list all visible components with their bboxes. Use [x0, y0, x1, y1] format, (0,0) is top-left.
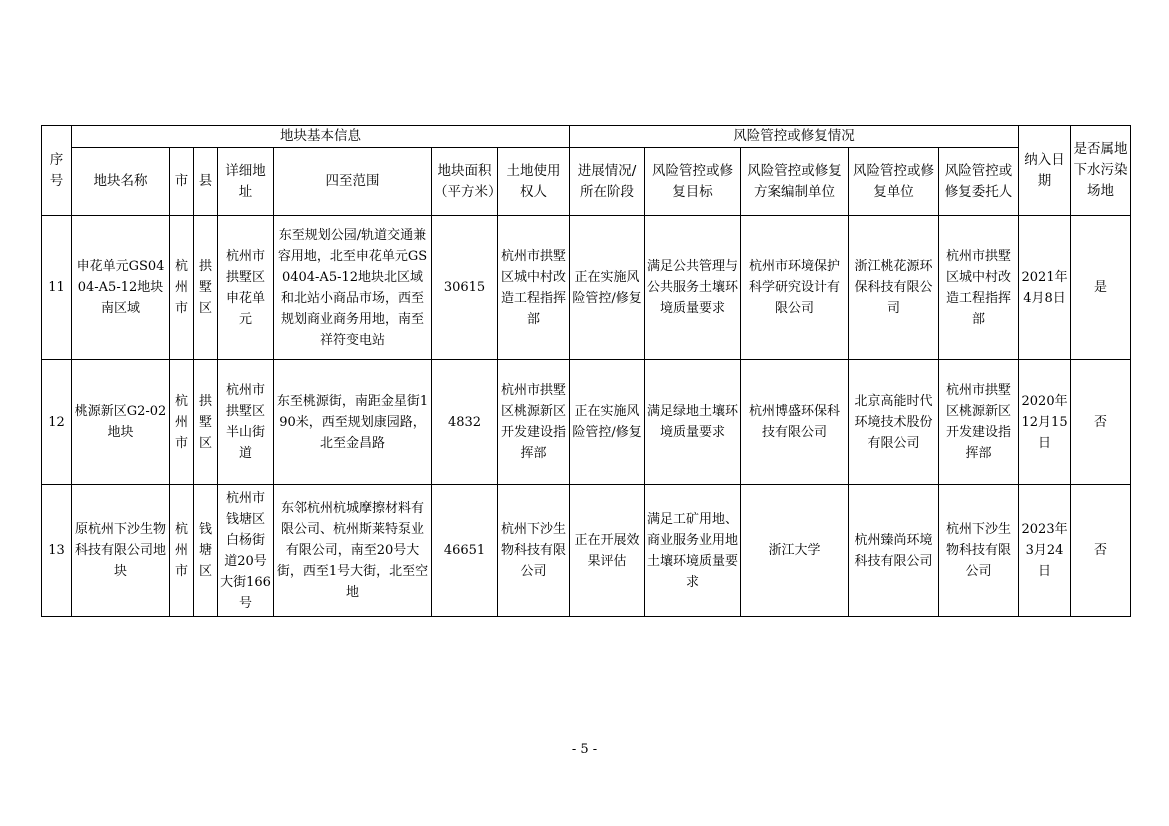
col-header-owner: 土地使用权人 [498, 148, 570, 216]
table-row [42, 216, 1131, 360]
cell-county: 拱墅区 [194, 360, 218, 485]
cell-date: 2023年3月24日 [1019, 485, 1071, 617]
col-header-address: 详细地址 [218, 148, 274, 216]
cell-county: 钱塘区 [194, 485, 218, 617]
contaminated-site-table [41, 125, 1131, 617]
cell-entrust: 杭州市拱墅区桃源新区开发建设指挥部 [939, 360, 1019, 485]
col-header-name: 地块名称 [72, 148, 170, 216]
cell-groundwater: 否 [1071, 360, 1131, 485]
page-number: - 5 - [571, 742, 598, 757]
group-header-risk-control: 风险管控或修复情况 [570, 126, 1019, 148]
cell-progress: 正在实施风险管控/修复 [570, 360, 645, 485]
cell-owner: 杭州下沙生物科技有限公司 [498, 485, 570, 617]
cell-boundary: 东邻杭州杭城摩擦材料有限公司、杭州斯莱特泵业有限公司，南至20号大街，西至1号大街，北至空地 [274, 485, 432, 617]
cell-name: 桃源新区G2-02地块 [72, 360, 170, 485]
cell-entrust: 杭州市拱墅区城中村改造工程指挥部 [939, 216, 1019, 360]
cell-progress: 正在实施风险管控/修复 [570, 216, 645, 360]
cell-date: 2021年4月8日 [1019, 216, 1071, 360]
group-header-basic-info: 地块基本信息 [72, 126, 570, 148]
cell-area: 46651 [432, 485, 498, 617]
cell-area: 4832 [432, 360, 498, 485]
col-header-entrust: 风险管控或修复委托人 [939, 148, 1019, 216]
cell-target: 满足公共管理与公共服务土壤环境质量要求 [645, 216, 741, 360]
col-header-progress: 进展情况/所在阶段 [570, 148, 645, 216]
cell-plan-unit: 浙江大学 [741, 485, 849, 617]
col-header-plan-unit: 风险管控或修复方案编制单位 [741, 148, 849, 216]
cell-seq: 12 [42, 360, 72, 485]
cell-repair-unit: 北京高能时代环境技术股份有限公司 [849, 360, 939, 485]
cell-name: 原杭州下沙生物科技有限公司地块 [72, 485, 170, 617]
cell-repair-unit: 杭州臻尚环境科技有限公司 [849, 485, 939, 617]
cell-owner: 杭州市拱墅区城中村改造工程指挥部 [498, 216, 570, 360]
col-header-county: 县 [194, 148, 218, 216]
cell-boundary: 东至桃源街，南距金星街190米，西至规划康园路，北至金昌路 [274, 360, 432, 485]
cell-city: 杭州市 [170, 485, 194, 617]
cell-area: 30615 [432, 216, 498, 360]
col-header-area: 地块面积（平方米） [432, 148, 498, 216]
cell-boundary: 东至规划公园/轨道交通兼容用地，北至申花单元GS0404-A5-12地块北区域和北站小商品市场，西至规划商业商务用地，南至祥符变电站 [274, 216, 432, 360]
col-header-seq: 序号 [42, 126, 72, 216]
cell-plan-unit: 杭州博盛环保科技有限公司 [741, 360, 849, 485]
cell-address: 杭州市拱墅区申花单元 [218, 216, 274, 360]
col-header-groundwater: 是否属地下水污染场地 [1071, 126, 1131, 216]
cell-address: 杭州市拱墅区半山街道 [218, 360, 274, 485]
cell-seq: 11 [42, 216, 72, 360]
cell-target: 满足绿地土壤环境质量要求 [645, 360, 741, 485]
table-row [42, 485, 1131, 617]
cell-groundwater: 否 [1071, 485, 1131, 617]
col-header-repair-unit: 风险管控或修复单位 [849, 148, 939, 216]
col-header-city: 市 [170, 148, 194, 216]
cell-owner: 杭州市拱墅区桃源新区开发建设指挥部 [498, 360, 570, 485]
cell-progress: 正在开展效果评估 [570, 485, 645, 617]
cell-city: 杭州市 [170, 216, 194, 360]
col-header-target: 风险管控或修复目标 [645, 148, 741, 216]
col-header-boundary: 四至范围 [274, 148, 432, 216]
cell-entrust: 杭州下沙生物科技有限公司 [939, 485, 1019, 617]
cell-groundwater: 是 [1071, 216, 1131, 360]
cell-county: 拱墅区 [194, 216, 218, 360]
cell-name: 申花单元GS0404-A5-12地块南区域 [72, 216, 170, 360]
cell-repair-unit: 浙江桃花源环保科技有限公司 [849, 216, 939, 360]
cell-target: 满足工矿用地、商业服务业用地土壤环境质量要求 [645, 485, 741, 617]
cell-date: 2020年12月15日 [1019, 360, 1071, 485]
cell-city: 杭州市 [170, 360, 194, 485]
cell-plan-unit: 杭州市环境保护科学研究设计有限公司 [741, 216, 849, 360]
cell-seq: 13 [42, 485, 72, 617]
col-header-date: 纳入日期 [1019, 126, 1071, 216]
cell-address: 杭州市钱塘区白杨街道20号大街166号 [218, 485, 274, 617]
table-row [42, 360, 1131, 485]
